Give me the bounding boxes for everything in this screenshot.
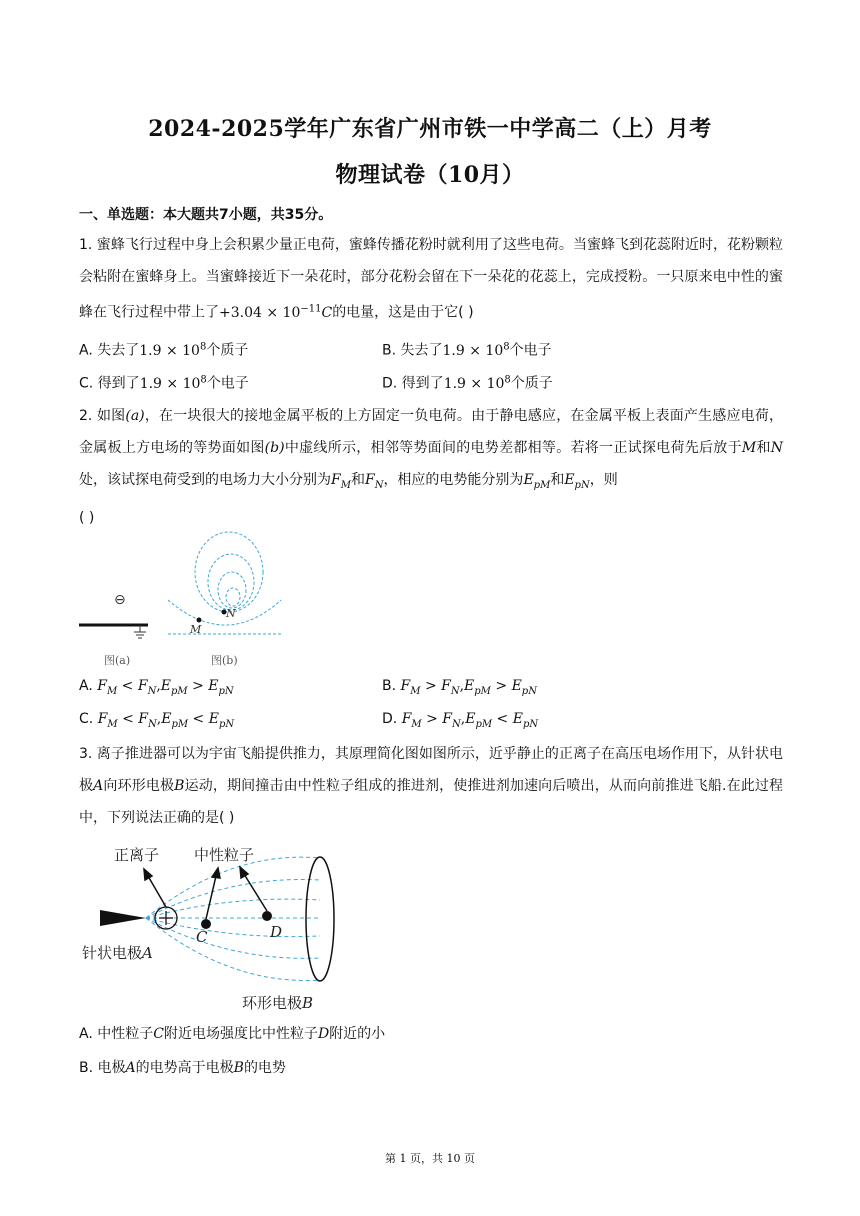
q2-option-d[interactable]: D. $F_M > F_N,E_{pM} < E_{pN}$ — [382, 711, 539, 730]
exam-subtitle: 物理试卷（10月） — [335, 162, 525, 188]
label-ring-electrode: 环形电极B — [242, 994, 314, 1010]
question-3-stem: 3. 离子推进器可以为宇宙飞船提供推力，其原理简化图如图所示，近乎静止的正离子在高压电场作用下，从针状电极A向环形电极B运动，期间撞击由中性粒子组成的推进剂，使推进剂加速向后喷出，从而向前推进飞船.在此过程中，下列说法正确的是( ) — [79, 746, 784, 826]
q2-option-b[interactable]: B. $F_M > F_N,E_{pM} > E_{pN}$ — [382, 678, 537, 697]
page-footer: 第 1 页，共 10 页 — [385, 1152, 475, 1165]
label-m: M — [190, 623, 202, 636]
label-n: N — [226, 607, 236, 620]
q1-text-a: 1. 蜜蜂飞行过程中身上会积累少量正电荷，蜜蜂传播花粉时就利用了这些电荷。当蜜蜂飞到花蕊附近时，花粉颗粒会粘附在蜜蜂身上。当蜜蜂接近下一朵花时，部分花粉会留在下一朵花的花蕊上，完成授粉。一只原来电中性的蜜蜂在飞行过程中带上了 — [79, 237, 783, 321]
q1-option-c[interactable]: C. 得到了$1.9 \times 10^8$个电子 — [79, 374, 249, 392]
q1-text-b: 的电量，这是由于它( ) — [332, 304, 474, 321]
caption-b: 图(b) — [211, 654, 238, 667]
label-neutral-particle: 中性粒子 — [194, 846, 255, 864]
q1-option-b[interactable]: B. 失去了$1.9 \times 10^8$个电子 — [382, 341, 552, 359]
label-positive-ion: 正离子 — [114, 846, 160, 864]
section-heading: 一、单选题：本大题共7小题，共35分。 — [79, 207, 333, 223]
q3-figure — [80, 840, 370, 1010]
exam-title: 2024-2025学年广东省广州市铁一中学高二（上）月考 — [148, 116, 712, 142]
q2-option-a[interactable]: A. $F_M < F_N,E_{pM} > E_{pN}$ — [79, 678, 234, 697]
q3-option-a[interactable]: A. 中性粒子C附近电场强度比中性粒子D附近的小 — [79, 1026, 386, 1042]
q2-figure — [76, 530, 286, 670]
label-c: C — [196, 928, 208, 946]
caption-a: 图(a) — [104, 654, 131, 667]
label-d: D — [270, 923, 283, 941]
q3-option-b[interactable]: B. 电极A的电势高于电极B的电势 — [79, 1060, 286, 1076]
question-2-stem: 2. 如图(a)，在一块很大的接地金属平板的上方固定一负电荷。由于静电感应，在金属平板上表面产生感应电荷，金属板上方电场的等势面如图(b)中虚线所示，相邻等势面间的电势差都相等。若将一正试探电荷先后放于M和N处，该试探电荷受到的电场力大小分别为$F_M$和$F_N$，相应的电势能分别为$E_{pM}$和$E_{pN}$，则 ( ) — [79, 408, 784, 526]
negative-charge-icon: ⊖ — [114, 592, 126, 608]
q1-option-a[interactable]: A. 失去了$1.9 \times 10^8$个质子 — [79, 341, 249, 359]
q2-option-c[interactable]: C. $F_M < F_N,E_{pM} < E_{pN}$ — [79, 711, 235, 730]
q1-charge: $+3.04 \times 10^{-11}C$ — [219, 303, 333, 321]
question-1-stem — [79, 229, 783, 329]
q1-option-d[interactable]: D. 得到了$1.9 \times 10^8$个质子 — [382, 374, 553, 392]
label-needle-electrode: 针状电极A — [82, 944, 153, 962]
